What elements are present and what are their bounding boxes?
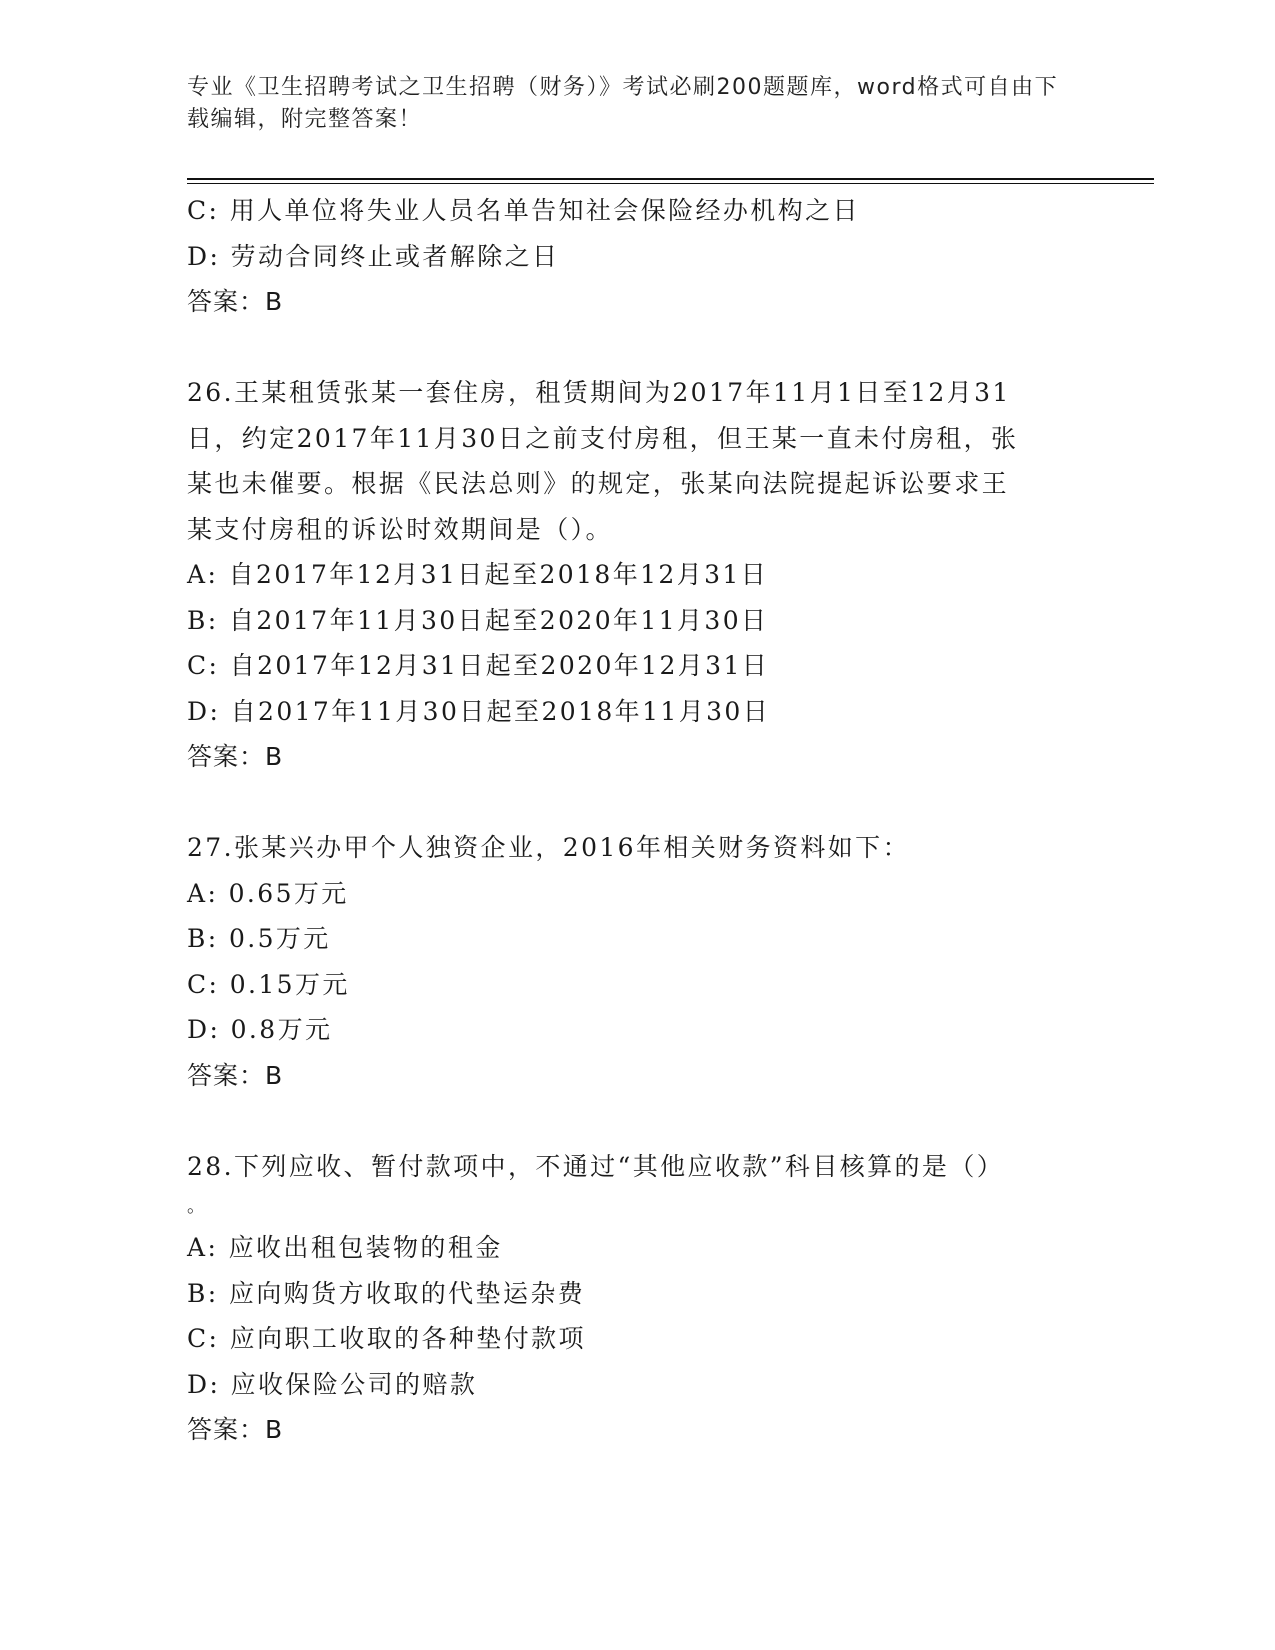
q27-option-b: B: 0.5万元: [187, 924, 331, 953]
q28-stem-line-1: 28.下列应收、暂付款项中，不通过“其他应收款”科目核算的是（）: [187, 1151, 1005, 1181]
header-divider-thin: [187, 183, 1154, 184]
spacer: [187, 1098, 1087, 1144]
q28-option-c: C: 应向职工收取的各种垫付款项: [187, 1324, 586, 1353]
q28-option-b: B: 应向购货方收取的代垫运杂费: [187, 1278, 586, 1308]
question-27: [187, 825, 1087, 1098]
q26-option-a: A: 自2017年12月31日起至2018年12月31日: [187, 560, 769, 589]
spacer: [187, 325, 1087, 371]
q26-stem-line-3: 某也未催要。根据《民法总则》的规定，张某向法院提起诉讼要求王: [187, 469, 1010, 498]
question-25-tail: [187, 188, 1087, 325]
question-26: [187, 370, 1087, 780]
q27-option-a: A: 0.65万元: [187, 878, 349, 908]
q26-option-c: C: 自2017年12月31日起至2020年12月31日: [187, 651, 770, 680]
q26-answer: 答案：B: [187, 742, 284, 771]
q27-option-d: D: 0.8万元: [187, 1015, 333, 1044]
q27-answer: 答案：B: [187, 1060, 284, 1090]
q28-option-a: A: 应收出租包装物的租金: [187, 1233, 503, 1262]
q26-option-d: D: 自2017年11月30日起至2018年11月30日: [187, 696, 771, 726]
q28-answer: 答案：B: [187, 1415, 284, 1444]
q26-stem-line-1: 26.王某租赁张某一套住房，租赁期间为2017年11月1日至12月31: [187, 378, 1011, 407]
q28-option-d: D: 应收保险公司的赔款: [187, 1369, 478, 1399]
q25-option-d: D: 劳动合同终止或者解除之日: [187, 241, 560, 271]
q26-stem-line-4: 某支付房租的诉讼时效期间是（）。: [187, 514, 613, 544]
q26-option-b: B: 自2017年11月30日起至2020年11月30日: [187, 605, 769, 635]
q25-option-c: C: 用人单位将失业人员名单告知社会保险经办机构之日: [187, 196, 860, 225]
question-28: [187, 1144, 1087, 1453]
q28-stem-line-2: 。: [187, 1196, 208, 1217]
header-title: 专业《卫生招聘考试之卫生招聘（财务）》考试必刷200题题库，word格式可自由下载编辑，附完整答案！: [187, 75, 1059, 132]
q25-answer: 答案：B: [187, 287, 284, 316]
spacer: [187, 780, 1087, 826]
q27-option-c: C: 0.15万元: [187, 969, 350, 999]
question-list: [187, 188, 1087, 1453]
document-header: [187, 72, 1067, 136]
header-divider-thick: [187, 178, 1154, 180]
q26-stem-line-2: 日，约定2017年11月30日之前支付房租，但王某一直未付房租，张: [187, 423, 1019, 453]
q27-stem: 27.张某兴办甲个人独资企业，2016年相关财务资料如下：: [187, 833, 910, 862]
